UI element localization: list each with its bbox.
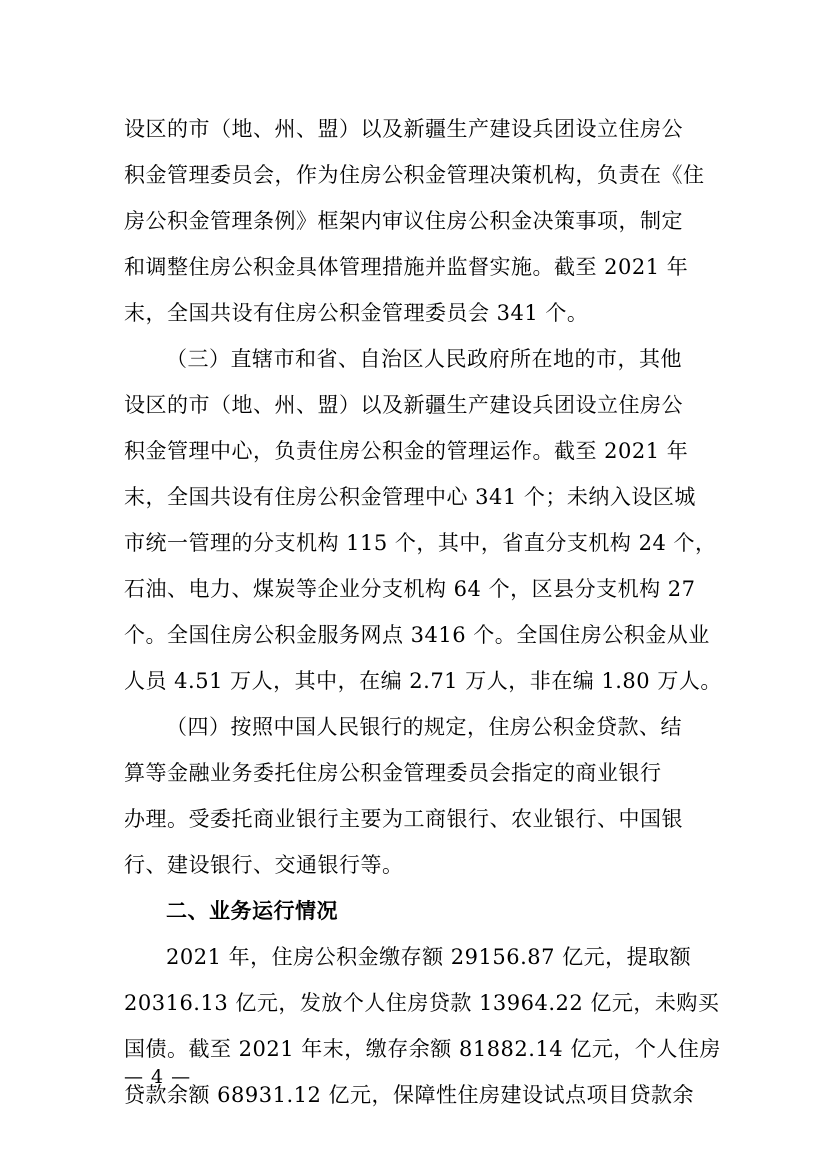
body-text-line: 积金管理委员会，作为住房公积金管理决策机构，负责在《住 <box>124 163 705 187</box>
body-text-line: 设区的市（地、州、盟）以及新疆生产建设兵团设立住房公 <box>124 117 683 141</box>
body-text-line: 市统一管理的分支机构 115 个，其中，省直分支机构 24 个， <box>124 531 717 555</box>
paragraph-start-line: 2021 年，住房公积金缴存额 29156.87 亿元，提取额 <box>166 945 692 969</box>
body-text-line: 人员 4.51 万人，其中，在编 2.71 万人，非在编 1.80 万人。 <box>124 669 722 693</box>
section-heading: 二、业务运行情况 <box>166 899 338 923</box>
body-text-line: 和调整住房公积金具体管理措施并监督实施。截至 2021 年 <box>124 255 689 279</box>
body-text-line: 算等金融业务委托住房公积金管理委员会指定的商业银行 <box>124 761 662 785</box>
body-text-line: 个。全国住房公积金服务网点 3416 个。全国住房公积金从业 <box>124 623 710 647</box>
body-text-line: 末，全国共设有住房公积金管理中心 341 个；未纳入设区城 <box>124 485 696 509</box>
body-text-line: 石油、电力、煤炭等企业分支机构 64 个，区县分支机构 27 <box>124 577 696 601</box>
paragraph-start-line: （四）按照中国人民银行的规定，住房公积金贷款、结 <box>166 715 682 739</box>
body-text-line: 办理。受委托商业银行主要为工商银行、农业银行、中国银 <box>124 807 683 831</box>
body-text-line: 设区的市（地、州、盟）以及新疆生产建设兵团设立住房公 <box>124 393 683 417</box>
body-text-line: 国债。截至 2021 年末，缴存余额 81882.14 亿元，个人住房 <box>124 1037 721 1061</box>
body-text-line: 积金管理中心，负责住房公积金的管理运作。截至 2021 年 <box>124 439 689 463</box>
body-text-line: 房公积金管理条例》框架内审议住房公积金决策事项，制定 <box>124 209 683 233</box>
body-text-line: 贷款余额 68931.12 亿元，保障性住房建设试点项目贷款余 <box>124 1083 695 1107</box>
body-text-line: 行、建设银行、交通银行等。 <box>124 853 404 877</box>
body-text-line: 末，全国共设有住房公积金管理委员会 341 个。 <box>124 301 589 325</box>
paragraph-start-line: （三）直辖市和省、自治区人民政府所在地的市，其他 <box>166 347 682 371</box>
page-number: — 4 — <box>124 1066 192 1088</box>
body-text-line: 20316.13 亿元，发放个人住房贷款 13964.22 亿元，未购买 <box>124 991 720 1015</box>
